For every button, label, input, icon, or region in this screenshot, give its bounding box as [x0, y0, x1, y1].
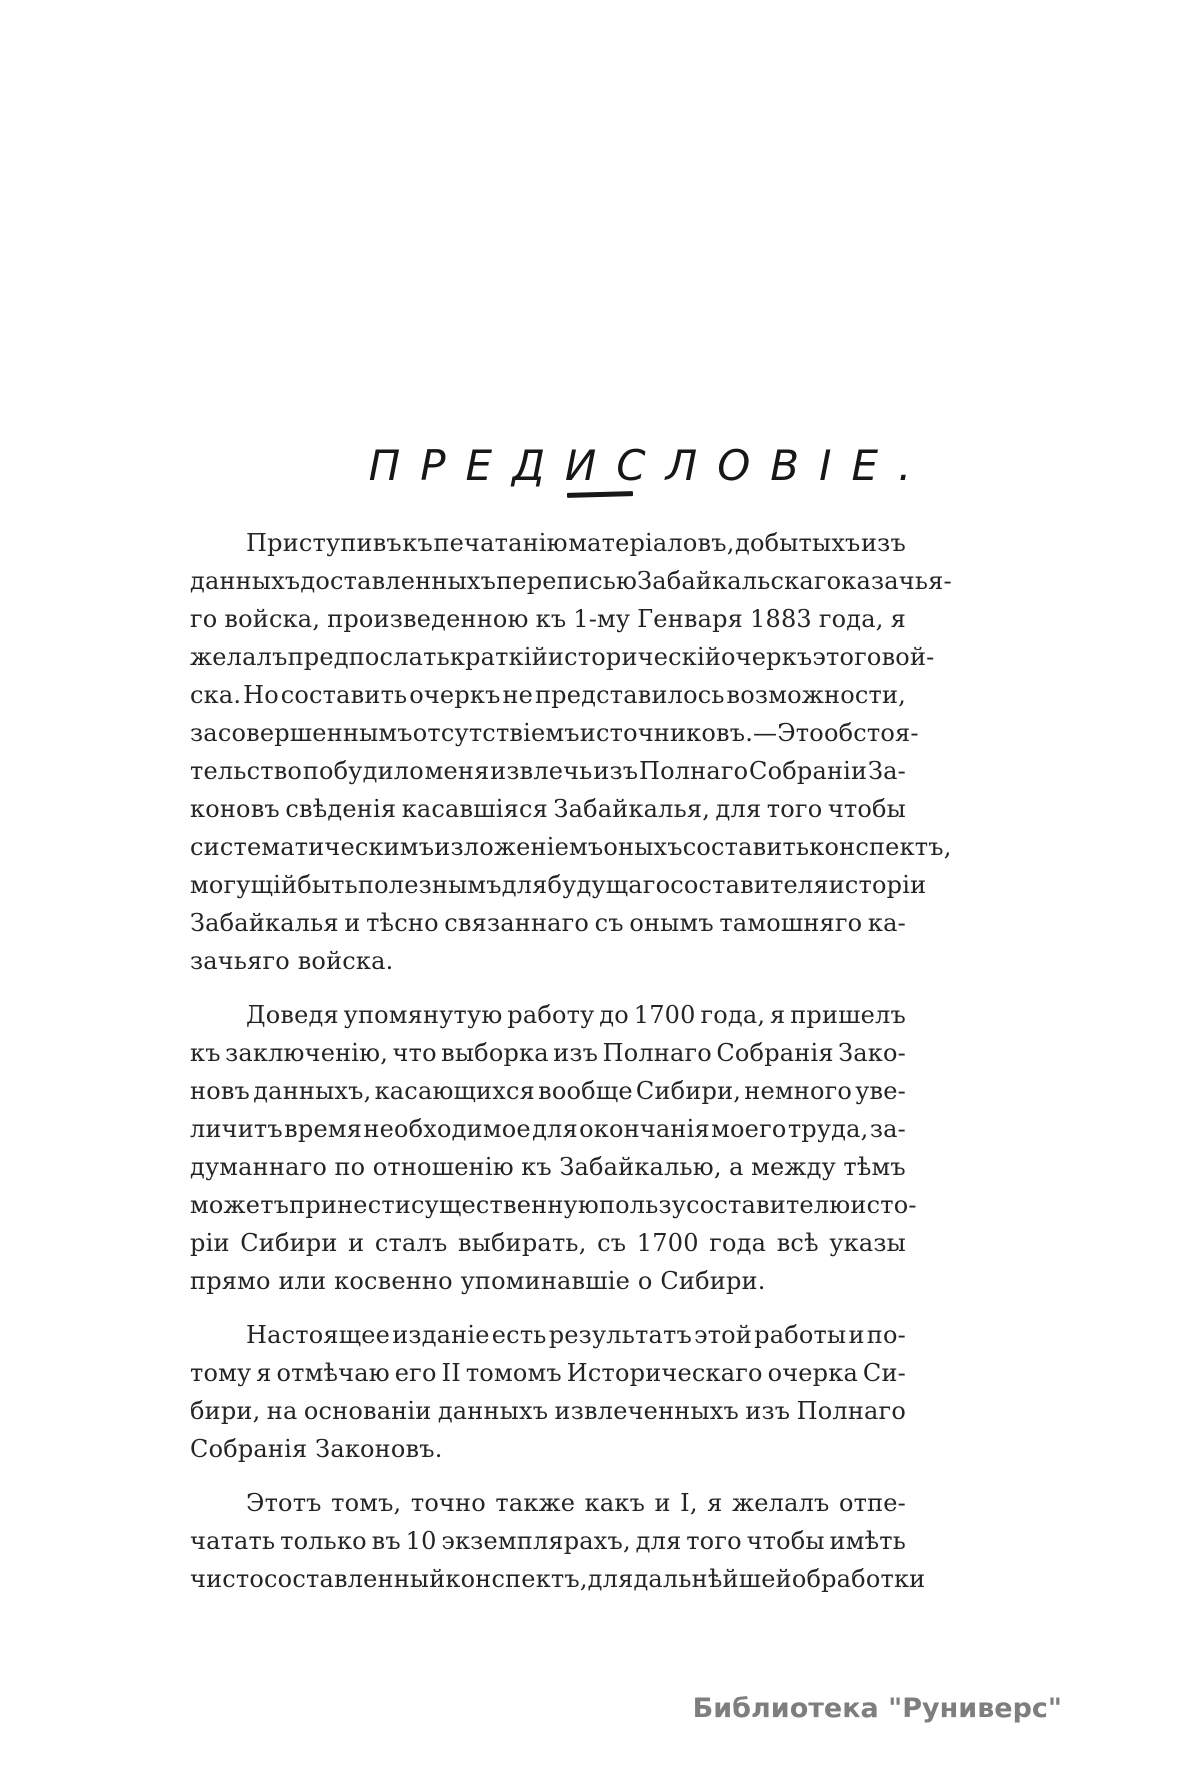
- paragraph: [190, 524, 952, 980]
- paragraph: [190, 1484, 926, 1598]
- text-line: къ заключенію, что выборка изъ Полнаго Собранія Зако-: [190, 1039, 906, 1067]
- text-line: за совершеннымъ отсутствіемъ источниковъ.—Это обстоя-: [190, 719, 919, 747]
- title-divider-rule: [567, 491, 633, 498]
- text-line: Приступивъ къ печатанію матеріаловъ, добытыхъ изъ: [246, 529, 906, 557]
- text-line: Этотъ томъ, точно также какъ и I, я желалъ отпе-: [246, 1489, 906, 1517]
- page-title: ПРЕДИСЛОВІЕ.: [368, 441, 932, 491]
- paragraph: [190, 996, 917, 1300]
- text-line: тельство побудило меня извлечь изъ Полнаго Собраніи За-: [190, 757, 906, 785]
- text-line: зачьяго войска.: [190, 947, 394, 975]
- text-line: данныхъ доставленныхъ переписью Забайкальскаго казачья-: [190, 567, 952, 595]
- text-line: Доведя упомянутую работу до 1700 года, я пришелъ: [246, 1001, 906, 1029]
- text-line: ріи Сибири и сталъ выбирать, съ 1700 года всѣ указы: [190, 1229, 906, 1257]
- paragraph: [190, 1316, 906, 1468]
- text-line: новъ данныхъ, касающихся вообще Сибири, немного уве-: [190, 1077, 906, 1105]
- library-watermark: Библиотека "Руниверс": [692, 1693, 1062, 1724]
- text-line: Настоящее изданіе есть результатъ этой работы и по-: [246, 1321, 906, 1349]
- text-line: Собранія Законовъ.: [190, 1435, 443, 1463]
- text-line: коновъ свѣденія касавшіяся Забайкалья, для того чтобы: [190, 795, 906, 823]
- text-line: можетъ принести существенную пользу составителю исто-: [190, 1191, 917, 1219]
- text-line: чатать только въ 10 экземплярахъ, для того чтобы имѣть: [190, 1527, 906, 1555]
- text-line: тому я отмѣчаю его II томомъ Историческаго очерка Си-: [190, 1359, 906, 1387]
- text-line: Забайкалья и тѣсно связаннаго съ онымъ тамошняго ка-: [190, 909, 906, 937]
- text-line: думаннаго по отношенію къ Забайкалью, а между тѣмъ: [190, 1153, 906, 1181]
- text-line: желалъ предпослать краткій историческій очеркъ этого вой-: [190, 643, 935, 671]
- preface-text: [190, 524, 952, 1598]
- text-line: го войска, произведенною къ 1-му Генваря 1883 года, я: [190, 605, 906, 633]
- text-line: систематическимъ изложеніемъ оныхъ составить конспектъ,: [190, 833, 952, 861]
- text-line: прямо или косвенно упоминавшіе о Сибири.: [190, 1267, 766, 1295]
- text-line: чисто составленный конспектъ, для дальнѣйшей обработки: [190, 1565, 926, 1593]
- text-line: бири, на основаніи данныхъ извлеченныхъ изъ Полнаго: [190, 1397, 906, 1425]
- text-line: личитъ время необходимое для окончанія моего труда, за-: [190, 1115, 906, 1143]
- text-line: ска. Но составить очеркъ не представилось возможности,: [190, 681, 906, 709]
- text-line: могущій быть полезнымъ для будущаго составителя исторіи: [190, 871, 927, 899]
